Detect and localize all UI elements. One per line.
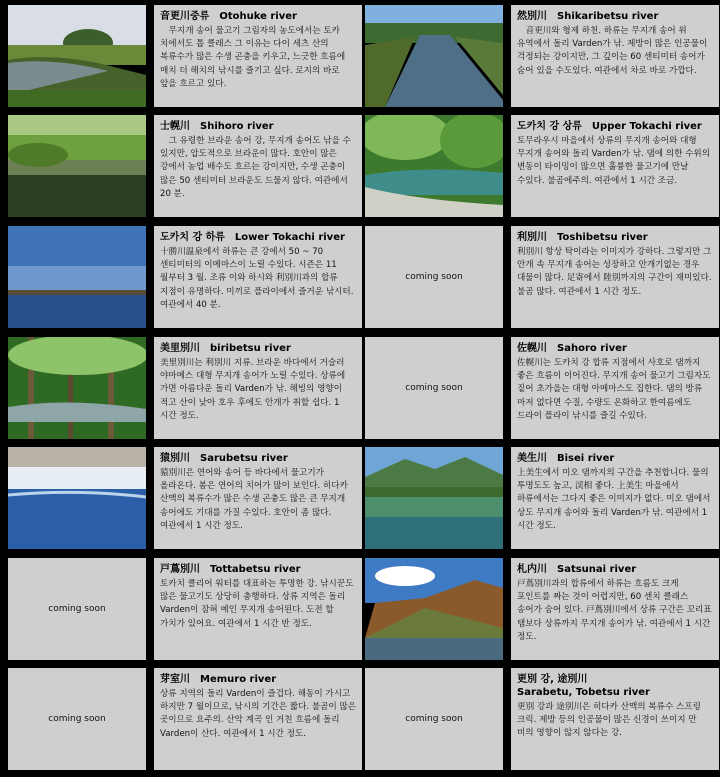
river-photo-image: [8, 447, 146, 549]
river-description-panel: [154, 337, 362, 439]
river-title: 美里別川 biribetsu river: [160, 343, 291, 354]
river-title: 佐幌川 Sahoro river: [517, 343, 627, 354]
river-description-panel: [154, 558, 362, 660]
river-description: 토무라우시 마을에서 상류의 무지개 송어와 대형 무지개 송어와 돌리 Varden가 낚. 댐에 의한 수위의 변동이 타이밍이 많으면 훌륭한 물고기에 만날 수있다. 불곰에주의. 여관에서 1 시간 조금.: [517, 136, 711, 186]
river-description: 美里別川는 利別川 지류. 브라운 바다에서 거슬러 야마메스 대형 무지개 송어가 노릴 수있다. 상류에 가면 아름다운 돌리 Varden가 낚. 해빙의 영향이 적고 산이 낮아 호우 후에도 안개가 취할 쉽다. 1 시간 정도.: [160, 358, 346, 421]
river-photo-image: [8, 226, 146, 328]
river-description-panel: [154, 668, 362, 770]
river-description-panel: [154, 5, 362, 107]
river-description: 상류 지역의 돌리 Varden이 즐겁다. 해동이 가시고 하지만 7 월이므로, 낚시의 기간은 짧다. 불곰이 많은 곳이므로 요주의. 산악 계곡 인 거친 흐름에 돌리 Varden이 산다. 여관에서 1 시간 정도.: [160, 689, 357, 739]
river-description-panel: [511, 337, 719, 439]
river-description-panel: [511, 668, 719, 770]
river-photo[interactable]: [8, 447, 146, 549]
river-description: 上美生에서 미오 댐까지의 구간을 추천합니다. 물의 투명도도 높고, 渓相 좋다. 上美生 마을에서 하류에서는 그다지 좋은 이미지가 없다. 미오 댐에서 상도 무지개 송어와 돌리 Varden가 낚. 여관에서 1 시간 정도.: [517, 468, 711, 531]
river-description-panel: [154, 226, 362, 328]
river-title: 士幌川 Shihoro river: [160, 121, 274, 132]
coming-soon-placeholder: [365, 668, 503, 770]
river-photo-image: [365, 558, 503, 660]
river-photo[interactable]: [8, 337, 146, 439]
river-photo-image: [8, 115, 146, 217]
river-title: 然別川 Shikaribetsu river: [517, 11, 659, 22]
river-title: 戸蔦別川 Tottabetsu river: [160, 564, 301, 575]
coming-soon-placeholder: [8, 668, 146, 770]
river-description-panel: [154, 447, 362, 549]
river-photo-image: [8, 5, 146, 107]
coming-soon-label: coming soon: [405, 714, 463, 724]
river-description-panel: [511, 558, 719, 660]
coming-soon-placeholder: [365, 226, 503, 328]
river-description: 音更川와 형제 하천. 하류는 무지개 송어 위 유역에서 돌리 Varden가 낚. 제방이 많은 인공물이 걱정되는 강이지만, 그 깊이는 60 센티미터 송어가 숨어 있을 수도있다. 여관에서 차로 바로 가깝다.: [517, 26, 708, 76]
river-description: 十勝川温泉에서 하류는 큰 강에서 50 ~ 70 센티미터의 이메마스이 노릴 수있다. 시즌은 11 월부터 3 월. 조류 이와 하시와 利別川과의 합류 지점이 유명하다. 미끼로 플라이에서 즐거운 낚시터. 여관에서 40 분.: [160, 247, 354, 310]
coming-soon-placeholder: [8, 558, 146, 660]
river-photo-image: [8, 337, 146, 439]
coming-soon-placeholder: [365, 337, 503, 439]
river-title: 猿別川 Sarubetsu river: [160, 453, 288, 464]
river-title: 美生川 Bisei river: [517, 453, 615, 464]
river-photo[interactable]: [8, 5, 146, 107]
river-title: 芽室川 Memuro river: [160, 674, 277, 685]
river-title: 利別川 Toshibetsu river: [517, 232, 648, 243]
river-photo-image: [365, 115, 503, 217]
river-description: 토카치 클리어 워터를 대표하는 투명한 강. 낚시꾼도 많은 물고기도 상당히 충행하다. 상류 지역은 돌리 Varden이 잠혀 예인 무지개 송어된다. 도전 할 가치가 있어요. 여관에서 1 시간 반 정도.: [160, 579, 354, 629]
river-title: 音更川중류 Otohuke river: [160, 11, 297, 22]
river-description: 更別 강과 途別川은 히다카 산맥의 복류수 스프링 크릭. 제방 등의 인공물이 많은 신경이 쓰이지 만 비의 영향이 않지 않다는 강.: [517, 702, 701, 739]
river-description-panel: [511, 447, 719, 549]
river-photo-image: [365, 447, 503, 549]
coming-soon-label: coming soon: [48, 714, 106, 724]
river-description: 佐幌川는 도카치 강 합류 지점에서 사호로 댐까지 좋은 흐름이 이어진다. 무지개 송어 물고기 그림자도 짙어 초가을는 대형 아메마스도 집한다. 댐의 방류 마저 없다면 수질, 수량도 온화하고 한여름에도 드라이 플라이 낚시를 즐길 수있다.: [517, 358, 711, 421]
river-title: 札内川 Satsunai river: [517, 564, 637, 575]
river-description-panel: [511, 226, 719, 328]
river-title: 도카치 강 상류 Upper Tokachi river: [517, 121, 702, 132]
coming-soon-label: coming soon: [405, 383, 463, 393]
river-title: 도카치 강 하류 Lower Tokachi river: [160, 232, 345, 243]
river-photo[interactable]: [365, 558, 503, 660]
river-photo-image: [365, 5, 503, 107]
river-description: 그 유령한 브라운 송어 강, 무지개 송어도 낚을 수 있지만, 압도적으로 브라운이 많다. 호안이 많은 강에서 농업 배수도 흐르는 강이지만, 수생 곤충이 많은 50 센티미터 브라운도 드물지 않다. 여관에서 20 분.: [160, 136, 351, 199]
coming-soon-label: coming soon: [405, 272, 463, 282]
river-description-panel: [511, 115, 719, 217]
river-description: 猿別川은 연어와 송어 등 바다에서 물고기가 올라온다. 봄은 연어의 치어가 많이 보인다. 히다카 산맥의 복류수가 많은 수생 곤충도 많은 큰 무지개 송어에도 기대를 가질 수있다. 호안이 좀 많다. 여관에서 1 시간 정도.: [160, 468, 348, 531]
river-description-panel: [154, 115, 362, 217]
river-photo[interactable]: [365, 5, 503, 107]
river-photo[interactable]: [365, 447, 503, 549]
river-title: 更別 강, 途別川 Sarabetu, Tobetsu river: [517, 674, 650, 698]
river-description-panel: [511, 5, 719, 107]
river-description: 利別川 항상 탁이라는 이미지가 강하다. 그렇지만 그 안개 속 무지개 송어는 성장하고 안개기없는 경우 대물이 많다. 足寄에서 陸別까지의 구간이 재미있다. 불곰 많다. 여관에서 1 시간 정도.: [517, 247, 712, 297]
river-description: 戸蔦別川과의 합류에서 하류는 흐름도 크게 포인트를 짜는 것이 어렵지만, 60 센치 클래스 송어가 숨어 있다. 戸蔦別川에서 상류 구간은 꼬리표 탬보다 상류까지 무지개 송어가 낚. 여관에서 1 시간 정도.: [517, 579, 712, 642]
river-photo[interactable]: [8, 226, 146, 328]
river-description: 무지개 송어 물고기 그림자의 농도에서는 토카 치에서도 톱 클래스 그 이유는 다이 세츠 산의 복류수가 많은 수생 곤충을 키우고, 느긋한 흐름에 매치 더 해치의 낚시를 즐기고 싶다. 로지의 바로 앞을 흐르고 있다.: [160, 26, 346, 89]
river-photo[interactable]: [8, 115, 146, 217]
river-photo[interactable]: [365, 115, 503, 217]
coming-soon-label: coming soon: [48, 604, 106, 614]
